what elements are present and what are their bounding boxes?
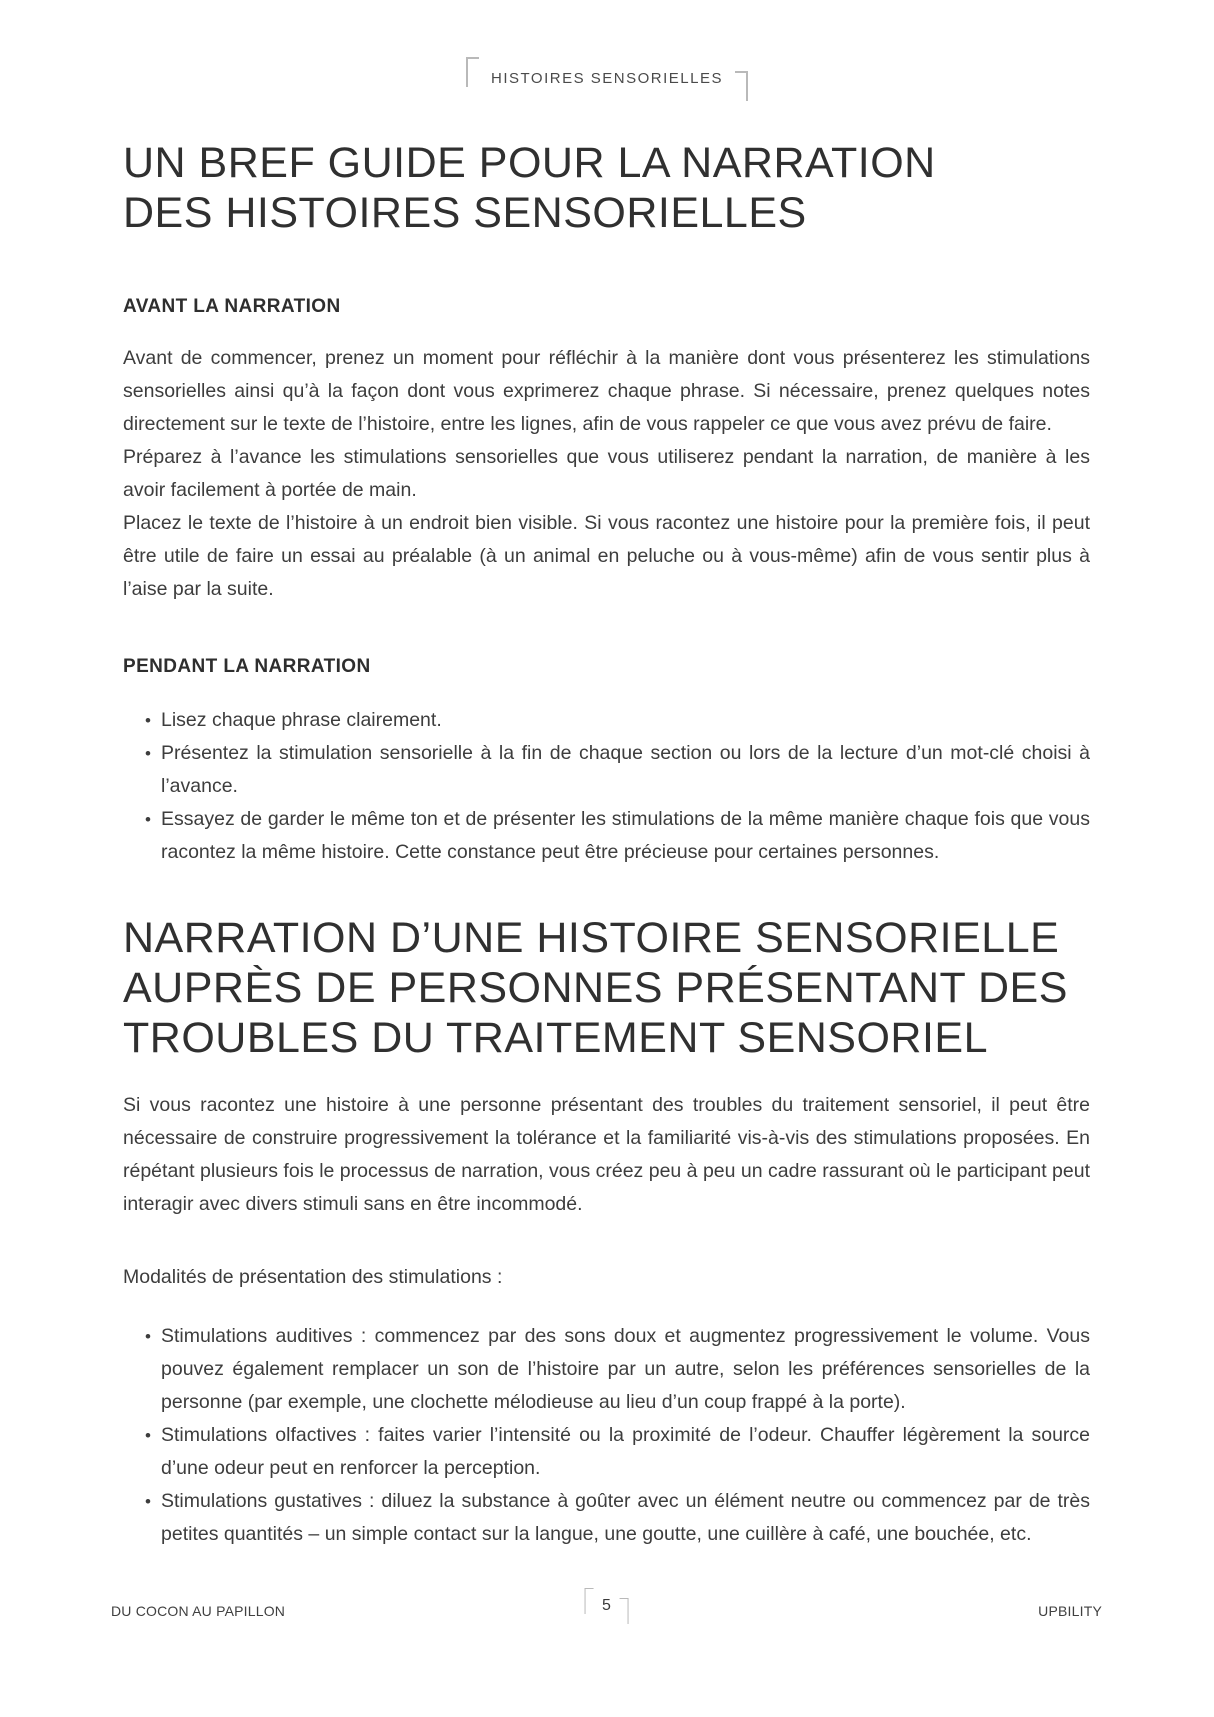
list-item	[145, 737, 1090, 803]
bullet-icon: •	[145, 1327, 151, 1346]
footer-book-title: DU COCON AU PAPILLON	[111, 1603, 286, 1619]
page-title	[123, 138, 1090, 238]
section-heading-avant-la-narration: AVANT LA NARRATION	[123, 296, 341, 317]
list-item-text: Stimulations gustatives : diluez la substance à goûter avec un élément neutre ou commencez par de très petites quantités – un simple contact sur la langue, une goutte, une cuillère à café, une bouchée, etc.	[161, 1490, 1090, 1545]
paragraph: Préparez à l’avance les stimulations sensorielles que vous utiliserez pendant la narration, de manière à les avoir facilement à portée de main.	[123, 446, 1090, 501]
corner-bracket-left-icon	[466, 57, 479, 87]
corner-bracket-right-icon	[620, 1598, 629, 1624]
paragraph: Placez le texte de l’histoire à un endroit bien visible. Si vous racontez une histoire pour la première fois, il peut être utile de faire un essai au préalable (à un animal en peluche ou à vous-même) afin de vous sentir plus à l’aise par la suite.	[123, 512, 1090, 600]
list-item	[145, 803, 1090, 869]
list-item-text: Stimulations auditives : commencez par des sons doux et augmentez progressivement le volume. Vous pouvez également remplacer un son de l’histoire par un autre, selon les préférences sensorielles de la personne (par exemple, une clochette mélodieuse au lieu d’un coup frappé à la porte).	[161, 1325, 1090, 1413]
page-footer	[111, 1593, 1102, 1639]
list-item-text: Stimulations olfactives : faites varier l’intensité ou la proximité de l’odeur. Chauffer légèrement la source d’une odeur peut en renforcer la perception.	[161, 1424, 1090, 1479]
section-title-narration	[123, 913, 1090, 1063]
list-item	[145, 1419, 1090, 1485]
running-header-title: HISTOIRES SENSORIELLES	[491, 69, 723, 87]
corner-bracket-right-icon	[735, 71, 748, 101]
bullet-icon: •	[145, 810, 151, 829]
running-header	[0, 0, 1214, 94]
pendant-bullet-list	[123, 704, 1090, 869]
page-title-line-2: DES HISTOIRES SENSORIELLES	[123, 189, 807, 237]
modalites-bullet-list	[123, 1320, 1090, 1551]
section-heading-pendant-la-narration: PENDANT LA NARRATION	[123, 656, 371, 677]
paragraph: Si vous racontez une histoire à une personne présentant des troubles du traitement sensoriel, il peut être nécessaire de construire progressivement la tolérance et la familiarité vis-à-vis des stimulations proposées. En répétant plusieurs fois le processus de narration, vous créez peu à peu un cadre rassurant où le participant peut interagir avec divers stimuli sans en être incommodé.	[123, 1094, 1090, 1215]
page-number-block	[584, 1593, 629, 1619]
section-title-line-1: NARRATION D’UNE HISTOIRE SENSORIELLE	[123, 914, 1060, 962]
list-item-text: Présentez la stimulation sensorielle à la fin de chaque section ou lors de la lecture d’un mot-clé choisi à l’avance.	[161, 742, 1090, 797]
list-item-text: Essayez de garder le même ton et de présenter les stimulations de la même manière chaque fois que vous racontez la même histoire. Cette constance peut être précieuse pour certaines personnes.	[161, 808, 1090, 863]
page-title-line-1: UN BREF GUIDE POUR LA NARRATION	[123, 139, 936, 187]
list-item	[145, 1485, 1090, 1551]
section-avant-body	[123, 342, 1090, 606]
section-title-line-2: AUPRÈS DE PERSONNES PRÉSENTANT DES	[123, 964, 1068, 1012]
paragraph: Avant de commencer, prenez un moment pour réfléchir à la manière dont vous présenterez les stimulations sensorielles ainsi qu’à la façon dont vous exprimerez chaque phrase. Si nécessaire, prenez quelques notes directement sur le texte de l’histoire, entre les lignes, afin de vous rappeler ce que vous avez prévu de faire.	[123, 347, 1090, 435]
modalites-intro: Modalités de présentation des stimulations :	[123, 1266, 503, 1288]
corner-bracket-left-icon	[584, 1588, 593, 1614]
list-item-text: Lisez chaque phrase clairement.	[161, 709, 442, 731]
bullet-icon: •	[145, 744, 151, 763]
section-title-line-3: TROUBLES DU TRAITEMENT SENSORIEL	[123, 1014, 989, 1062]
list-item	[145, 1320, 1090, 1419]
bullet-icon: •	[145, 1492, 151, 1511]
list-item	[145, 704, 1090, 737]
footer-publisher: UPBILITY	[1038, 1603, 1102, 1619]
page-number: 5	[602, 1597, 611, 1615]
bullet-icon: •	[145, 711, 151, 730]
bullet-icon: •	[145, 1426, 151, 1445]
